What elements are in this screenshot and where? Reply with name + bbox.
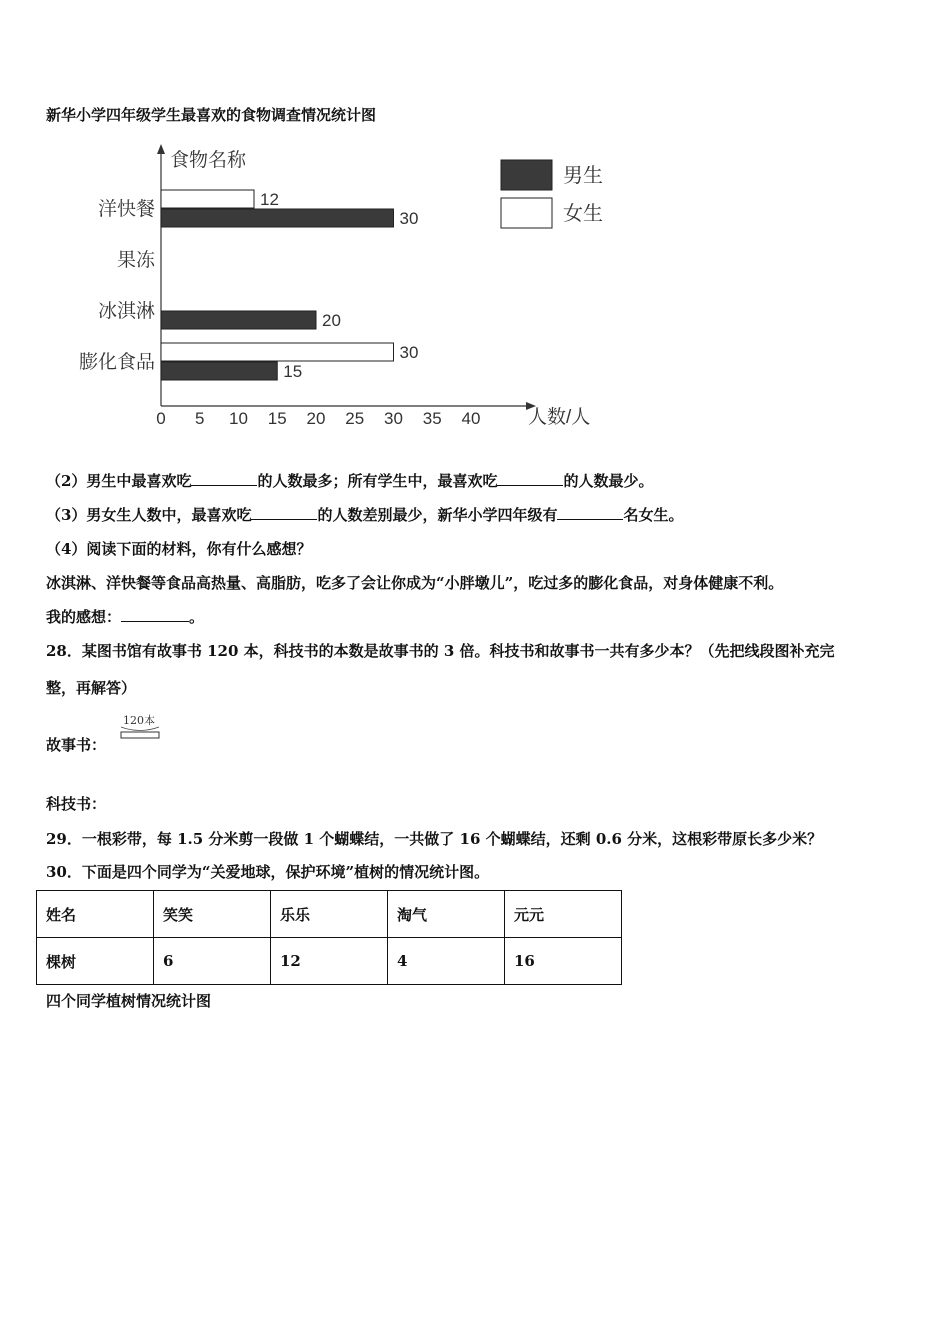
q3-text-b: 的人数差别最少，新华小学四年级有 (317, 506, 558, 524)
table-cell: 姓名 (37, 891, 154, 938)
x-tick-label: 25 (345, 409, 365, 428)
data-label: 30 (399, 343, 419, 362)
x-tick-label: 40 (461, 409, 481, 428)
question-4: （4）阅读下面的材料，你有什么感想？ (46, 540, 312, 558)
q2-blank-1[interactable] (191, 470, 257, 486)
x-tick-label: 20 (306, 409, 326, 428)
story-book-label: 故事书： (46, 736, 107, 754)
story-book-segment (118, 710, 168, 742)
q3-blank-1[interactable] (251, 504, 317, 520)
table-cell: 乐乐 (271, 891, 388, 938)
table-cell: 6 (154, 938, 271, 985)
table-caption: 四个同学植树情况统计图 (46, 992, 212, 1010)
x-tick-label: 15 (267, 409, 287, 428)
feeling-label: 我的感想： (46, 608, 122, 626)
bar-male (161, 311, 316, 329)
x-tick-label: 35 (422, 409, 442, 428)
bar-male (161, 362, 277, 380)
category-label: 洋快餐 (97, 199, 155, 220)
table-cell: 4 (388, 938, 505, 985)
q2-text-c: 的人数最少。 (563, 472, 654, 490)
material-text: 冰淇淋、洋快餐等食品高热量、高脂肪，吃多了会让你成为“小胖墩儿”，吃过多的膨化食品，对身体健康不利。 (46, 574, 784, 592)
table-row (37, 938, 622, 985)
category-label: 果冻 (116, 250, 155, 271)
y-axis-arrow (157, 144, 165, 154)
x-tick-label: 0 (156, 409, 166, 428)
question-29: 29．一根彩带，每 1.5 分米剪一段做 1 个蝴蝶结，一共做了 16 个蝴蝶结，还剩 0.6 分米，这根彩带原长多少米？ (46, 830, 823, 848)
legend-swatch (501, 160, 552, 190)
table-header-row (37, 891, 622, 938)
food-bar-chart (60, 138, 620, 438)
table-cell: 12 (271, 938, 388, 985)
question-30: 30．下面是四个同学为“关爱地球，保护环境”植树的情况统计图。 (46, 863, 490, 881)
bar-female (161, 190, 254, 208)
table-cell: 淘气 (388, 891, 505, 938)
chart-title: 新华小学四年级学生最喜欢的食物调查情况统计图 (46, 106, 377, 124)
question-2 (46, 470, 653, 491)
data-label: 12 (260, 190, 279, 209)
bar-female (161, 343, 394, 361)
x-axis-label: 人数/人 (528, 407, 591, 428)
data-label: 15 (283, 362, 303, 381)
data-label: 30 (399, 209, 419, 228)
table-cell: 16 (505, 938, 622, 985)
legend-label: 男生 (563, 165, 603, 187)
category-label: 冰淇淋 (97, 301, 155, 322)
q2-blank-2[interactable] (497, 470, 563, 486)
segment-label: 120本 (123, 714, 155, 727)
q3-text-a: （3）男女生人数中，最喜欢吃 (46, 506, 252, 524)
feeling-blank[interactable] (121, 606, 189, 622)
tree-planting-table (36, 890, 622, 985)
bar-male (161, 209, 394, 227)
table-cell: 笑笑 (154, 891, 271, 938)
table-cell: 棵树 (37, 938, 154, 985)
x-tick-label: 10 (229, 409, 248, 428)
q2-text-a: （2）男生中最喜欢吃 (46, 472, 192, 490)
question-28-line2: 整，再解答） (46, 679, 137, 697)
x-tick-label: 5 (195, 409, 205, 428)
category-label: 膨化食品 (78, 352, 155, 373)
legend-label: 女生 (563, 203, 603, 225)
q3-text-c: 名女生。 (623, 506, 684, 524)
feeling-end: 。 (189, 608, 205, 626)
question-28-line1: 28．某图书馆有故事书 120 本，科技书的本数是故事书的 3 倍。科技书和故事书一共有多少本？（先把线段图补充完 (46, 642, 835, 660)
y-axis-label: 食物名称 (170, 150, 247, 171)
feeling-line (46, 606, 204, 627)
table-cell: 元元 (505, 891, 622, 938)
legend-swatch (501, 198, 552, 228)
x-tick-label: 30 (384, 409, 403, 428)
data-label: 20 (322, 311, 341, 330)
q3-blank-2[interactable] (557, 504, 623, 520)
q2-text-b: 的人数最多；所有学生中，最喜欢吃 (257, 472, 498, 490)
question-3 (46, 504, 683, 525)
tech-book-label: 科技书： (46, 795, 107, 813)
